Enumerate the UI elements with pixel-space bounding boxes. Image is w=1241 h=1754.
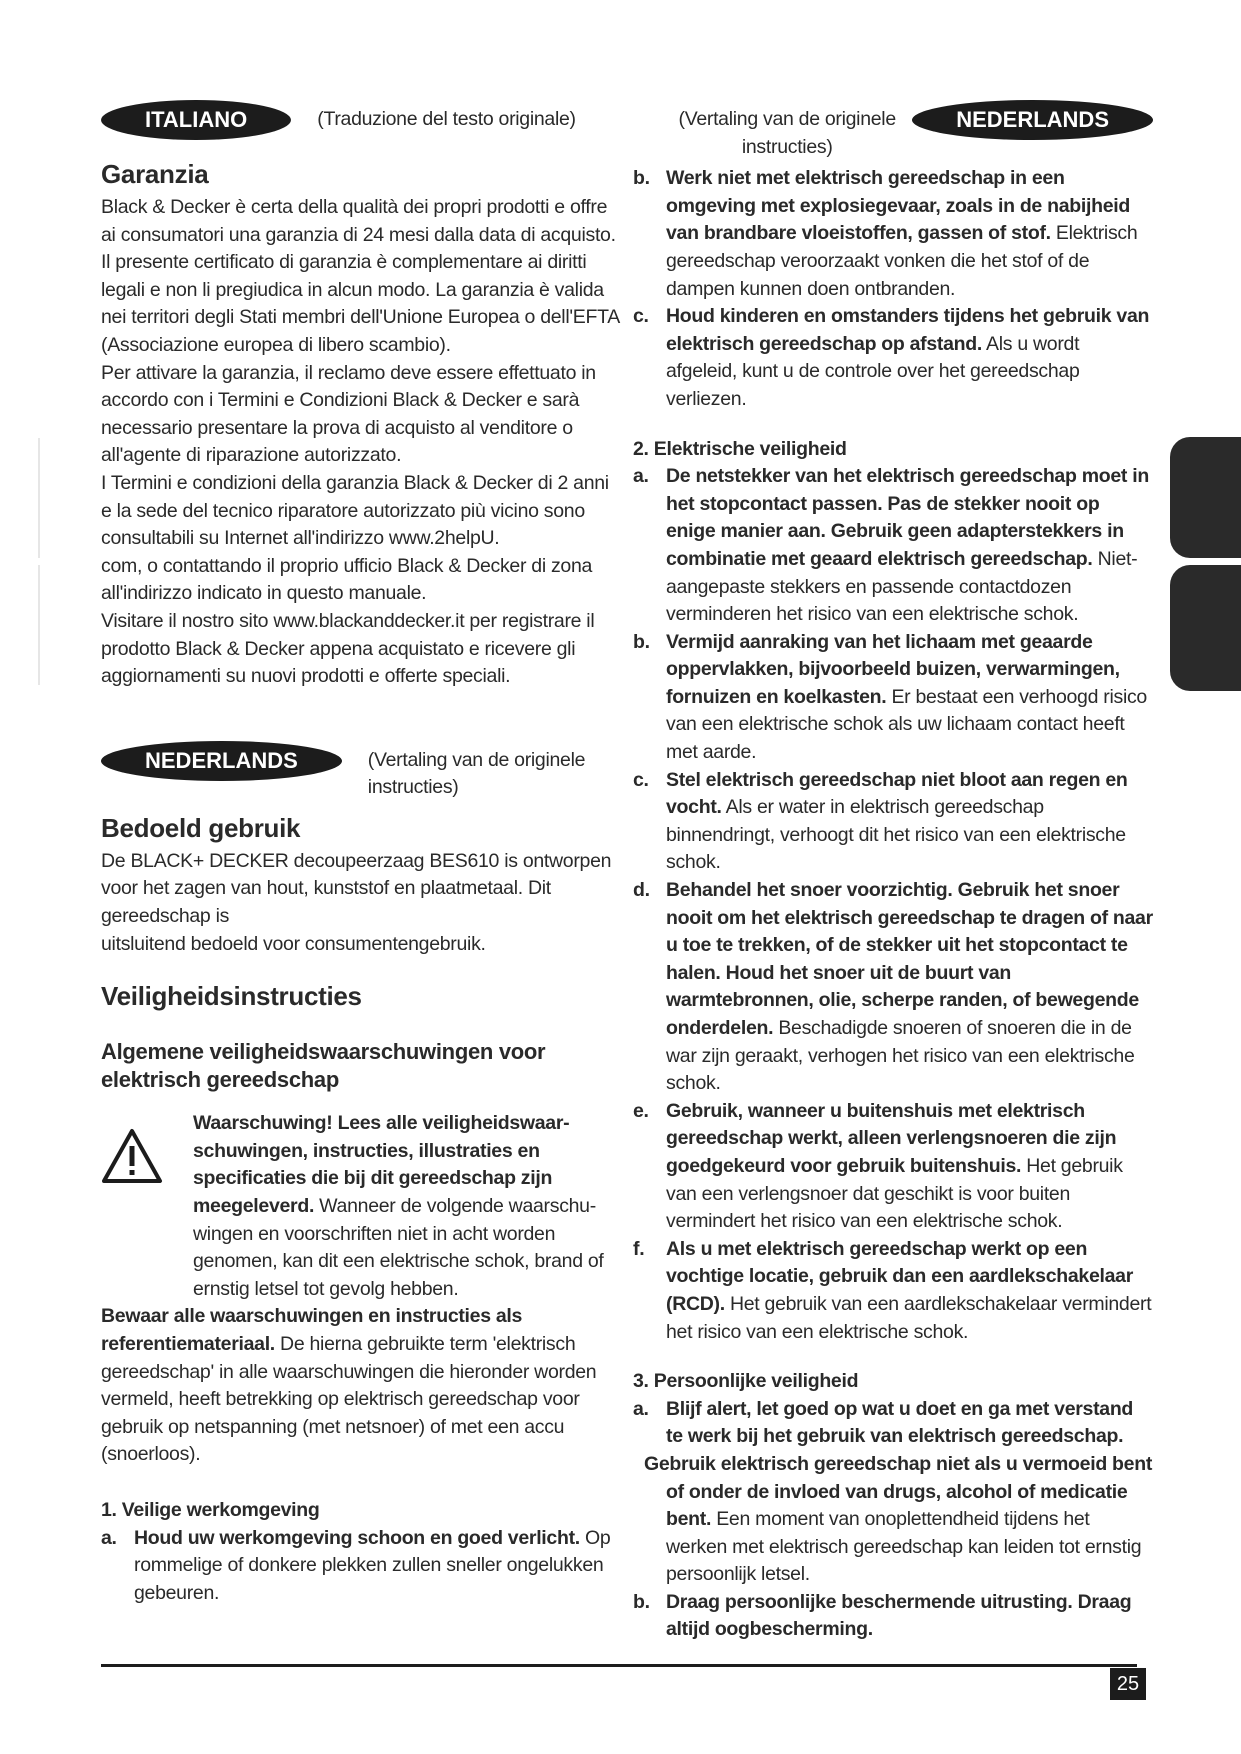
- item-marker: a.: [633, 1397, 649, 1420]
- item-bold: Houd kinderen en omstanders tijdens het gebruik van elektrisch gereedschap op afstand.: [666, 305, 1150, 355]
- item-marker: b.: [633, 1590, 650, 1613]
- item-body: Als u wordt afgeleid, kunt u de controle over het gereedschap verliezen.: [666, 332, 1080, 410]
- item-bold: Werk niet met elektrisch gereedschap in een omgeving met explosiegevaar, zoals in de nabijheid van brandbare vloeistoffen, gassen of stof.: [666, 167, 1130, 245]
- item-bold: Vermijd aanraking van het lichaam met geaarde oppervlakken, bijvoorbeeld buizen, verwarmingen, fornuizen en koelkasten.: [666, 630, 1120, 708]
- paragraph: Per attivare la garanzia, il reclamo deve essere effettuato in accordo con i Termini e Condizioni Black & Decker e sarà necessario presentare la prova di acquisto al venditore o all'agente di riparazione autorizzato.: [101, 361, 596, 467]
- item-marker: a.: [633, 465, 649, 488]
- item-bold: Gebruik, wanneer u buitenshuis met elektrisch gereedschap werkt, alleen verlengsnoeren die zijn goedgekeurd voor gebruik buitenshuis.: [666, 1099, 1117, 1177]
- section-heading-veiligheid: Veiligheidsinstructies: [101, 981, 362, 1012]
- language-badge-nederlands: NEDERLANDS: [912, 100, 1153, 140]
- item-body: Er bestaat een verhoogd risico van een elektrische schok als uw lichaam contact heeft met aarde.: [666, 685, 1147, 764]
- paragraph: I Termini e condizioni della garanzia Black & Decker di 2 anni e la sede del tecnico riparatore autorizzato più vicino sono consultabili su Internet all'indirizzo www.2helpU.: [101, 471, 609, 550]
- item-body: Het gebruik van een aardlekschakelaar vermindert het risico van een elektrische schok.: [666, 1292, 1152, 1343]
- list-item: [633, 1396, 1153, 1451]
- list-item: [633, 1098, 1153, 1236]
- nederlands-header: [101, 741, 621, 802]
- section-heading-bedoeld-gebruik: Bedoeld gebruik: [101, 812, 301, 843]
- paragraph: uitsluitend bedoeld voor consumentengebruik.: [101, 932, 486, 955]
- item-marker: c.: [633, 768, 649, 791]
- italiano-header: [101, 100, 621, 140]
- item-body: Het gebruik van een verlengsnoer dat geschikt is voor buiten vermindert het risico van een elektrische schok.: [666, 1154, 1123, 1233]
- right-column: [633, 100, 1153, 1644]
- paragraph: com, o contattando il proprio ufficio Black & Decker di zona all'indirizzo indicato in questo manuale.: [101, 554, 593, 605]
- item-marker: f.: [633, 1237, 645, 1260]
- list-item: [633, 303, 1153, 413]
- item-body: Beschadigde snoeren of snoeren die in de war zijn geraakt, verhogen het risico van een elektrische schok.: [666, 1017, 1135, 1095]
- item-marker: b.: [633, 167, 650, 190]
- footer-rule: [101, 1664, 1137, 1667]
- paragraph: Black & Decker è certa della qualità dei propri prodotti e offre ai consumatori una garanzia di 24 mesi dalla data di acquisto. Il presente certificato di garanzia è complementare ai diritti legali e non li pregiudica in alcun modo. La garanzia è valida nei territori degli Stati membri dell'Unione Europea o dell'EFTA (Associazione europea di libero scambio).: [101, 196, 619, 356]
- list-item: [633, 463, 1153, 629]
- list-item: [101, 1525, 621, 1608]
- item-bold: Als u met elektrisch gereedschap werkt op een vochtige locatie, gebruik dan een aardlekschakelaar (RCD).: [666, 1237, 1133, 1315]
- paragraph: De BLACK+ DECKER decoupeerzaag BES610 is ontworpen voor het zagen van hout, kunststof en plaatmetaal. Dit gereedschap is: [101, 849, 612, 928]
- page-number: 25: [1110, 1668, 1146, 1700]
- side-tab-marker: [1170, 437, 1241, 558]
- keep-bold: Bewaar alle waarschuwingen en instructies als referentiemateriaal.: [101, 1305, 523, 1355]
- section-3-title: 3. Persoonlijke veiligheid: [633, 1370, 859, 1393]
- item-bold: Behandel het snoer voorzichtig. Gebruik het snoer nooit om het elektrisch gereedschap te dragen of naar u toe te trekken, of de stekker uit het stopcontact te halen. Houd het snoer uit de buurt van warmtebronnen, olie, scherpe randen, of bewegende onderdelen.: [666, 879, 1153, 1039]
- scan-edge-mark: [38, 565, 40, 685]
- item-bold: Gebruik elektrisch gereedschap niet als u vermoeid bent of onder de invloed van drugs, alcohol of medicatie bent.: [644, 1452, 1153, 1531]
- list-item: [633, 767, 1153, 877]
- item-body: Op rommelige of donkere plekken zullen sneller ongelukken gebeuren.: [134, 1526, 611, 1604]
- item-marker: c.: [633, 305, 649, 328]
- item-body: Niet-aangepaste stekkers en passende contactdozen verminderen het risico van een elektrische schok.: [666, 547, 1138, 626]
- item-bold: Draag persoonlijke beschermende uitrusting. Draag altijd oogbescherming.: [666, 1590, 1132, 1641]
- scan-edge-mark: [38, 438, 40, 558]
- language-badge-italiano: ITALIANO: [101, 100, 291, 140]
- warning-body: Wanneer de volgende waarschu-wingen en voorschriften niet in acht worden genomen, kan dit een elektrische schok, brand of ernstig letsel tot gevolg hebben.: [193, 1195, 604, 1300]
- item-bold: De netstekker van het elektrisch gereedschap moet in het stopcontact passen. Pas de stekker nooit op enige manier aan. Gebruik geen adapterstekkers in combinatie met geaard elektrisch gereedschap.: [666, 465, 1149, 570]
- left-column: [101, 100, 621, 1607]
- warning-triangle-icon: [101, 1110, 193, 1303]
- paragraph: Visitare il nostro sito www.blackanddecker.it per registrare il prodotto Black & Decker appena acquistato e ricevere gli aggiornamenti su nuovi prodotti e offerte speciali.: [101, 609, 595, 688]
- nederlands-header-right: [633, 100, 1153, 161]
- item-body: Elektrisch gereedschap veroorzaakt vonken die het stof of de dampen kunnen doen ontbranden.: [666, 222, 1138, 300]
- section-2-title: 2. Elektrische veiligheid: [633, 437, 847, 460]
- list-item: [633, 1236, 1153, 1346]
- subheading-algemene: Algemene veiligheidswaarschuwingen voor elektrisch gereedschap: [101, 1039, 546, 1093]
- item-bold: Houd uw werkomgeving schoon en goed verlicht.: [134, 1526, 580, 1549]
- warning-block: [101, 1110, 621, 1303]
- paragraph: [101, 1303, 621, 1469]
- item-bold: Stel elektrisch gereedschap niet bloot aan regen en vocht.: [666, 768, 1128, 819]
- translation-note: (Vertaling van de originele instructies): [367, 748, 586, 799]
- list-item: [633, 877, 1153, 1098]
- warning-text: [193, 1110, 621, 1303]
- item-marker: e.: [633, 1099, 649, 1122]
- item-body: Als er water in elektrisch gereedschap binnendringt, verhoogt dit het risico van een elektrische schok.: [666, 796, 1126, 874]
- warning-bold: Waarschuwing! Lees alle veiligheidswaar-schuwingen, instructies, illustraties en specificaties die bij dit gereedschap zijn meegeleverd.: [193, 1112, 570, 1218]
- side-tab-marker: [1170, 565, 1241, 691]
- item-marker: d.: [633, 879, 650, 902]
- translation-note: (Traduzione del testo originale): [317, 108, 576, 130]
- item-marker: a.: [101, 1526, 117, 1549]
- language-badge-nederlands: NEDERLANDS: [101, 741, 342, 781]
- list-item: [633, 1589, 1153, 1644]
- keep-body: De hierna gebruikte term 'elektrisch gereedschap' in alle waarschuwingen die hieronder worden vermeld, heeft betrekking op elektrisch gereedschap voor gebruik op netspanning (met netsnoer) of met een accu (snoerloos).: [101, 1333, 597, 1466]
- list-item: [633, 629, 1153, 767]
- section-heading-garanzia: Garanzia: [101, 159, 209, 189]
- translation-note: (Vertaling van de originele instructies): [678, 108, 896, 158]
- list-item: [633, 165, 1153, 303]
- item-marker: b.: [633, 630, 650, 653]
- item-body: Een moment van onoplettendheid tijdens het werken met elektrisch gereedschap kan leiden tot ernstig persoonlijk letsel.: [666, 1508, 1142, 1586]
- item-bold: Blijf alert, let goed op wat u doet en ga met verstand te werk bij het gebruik van elektrisch gereedschap.: [666, 1397, 1134, 1448]
- section-1-title: 1. Veilige werkomgeving: [101, 1498, 320, 1521]
- list-item-continued: [633, 1451, 1153, 1589]
